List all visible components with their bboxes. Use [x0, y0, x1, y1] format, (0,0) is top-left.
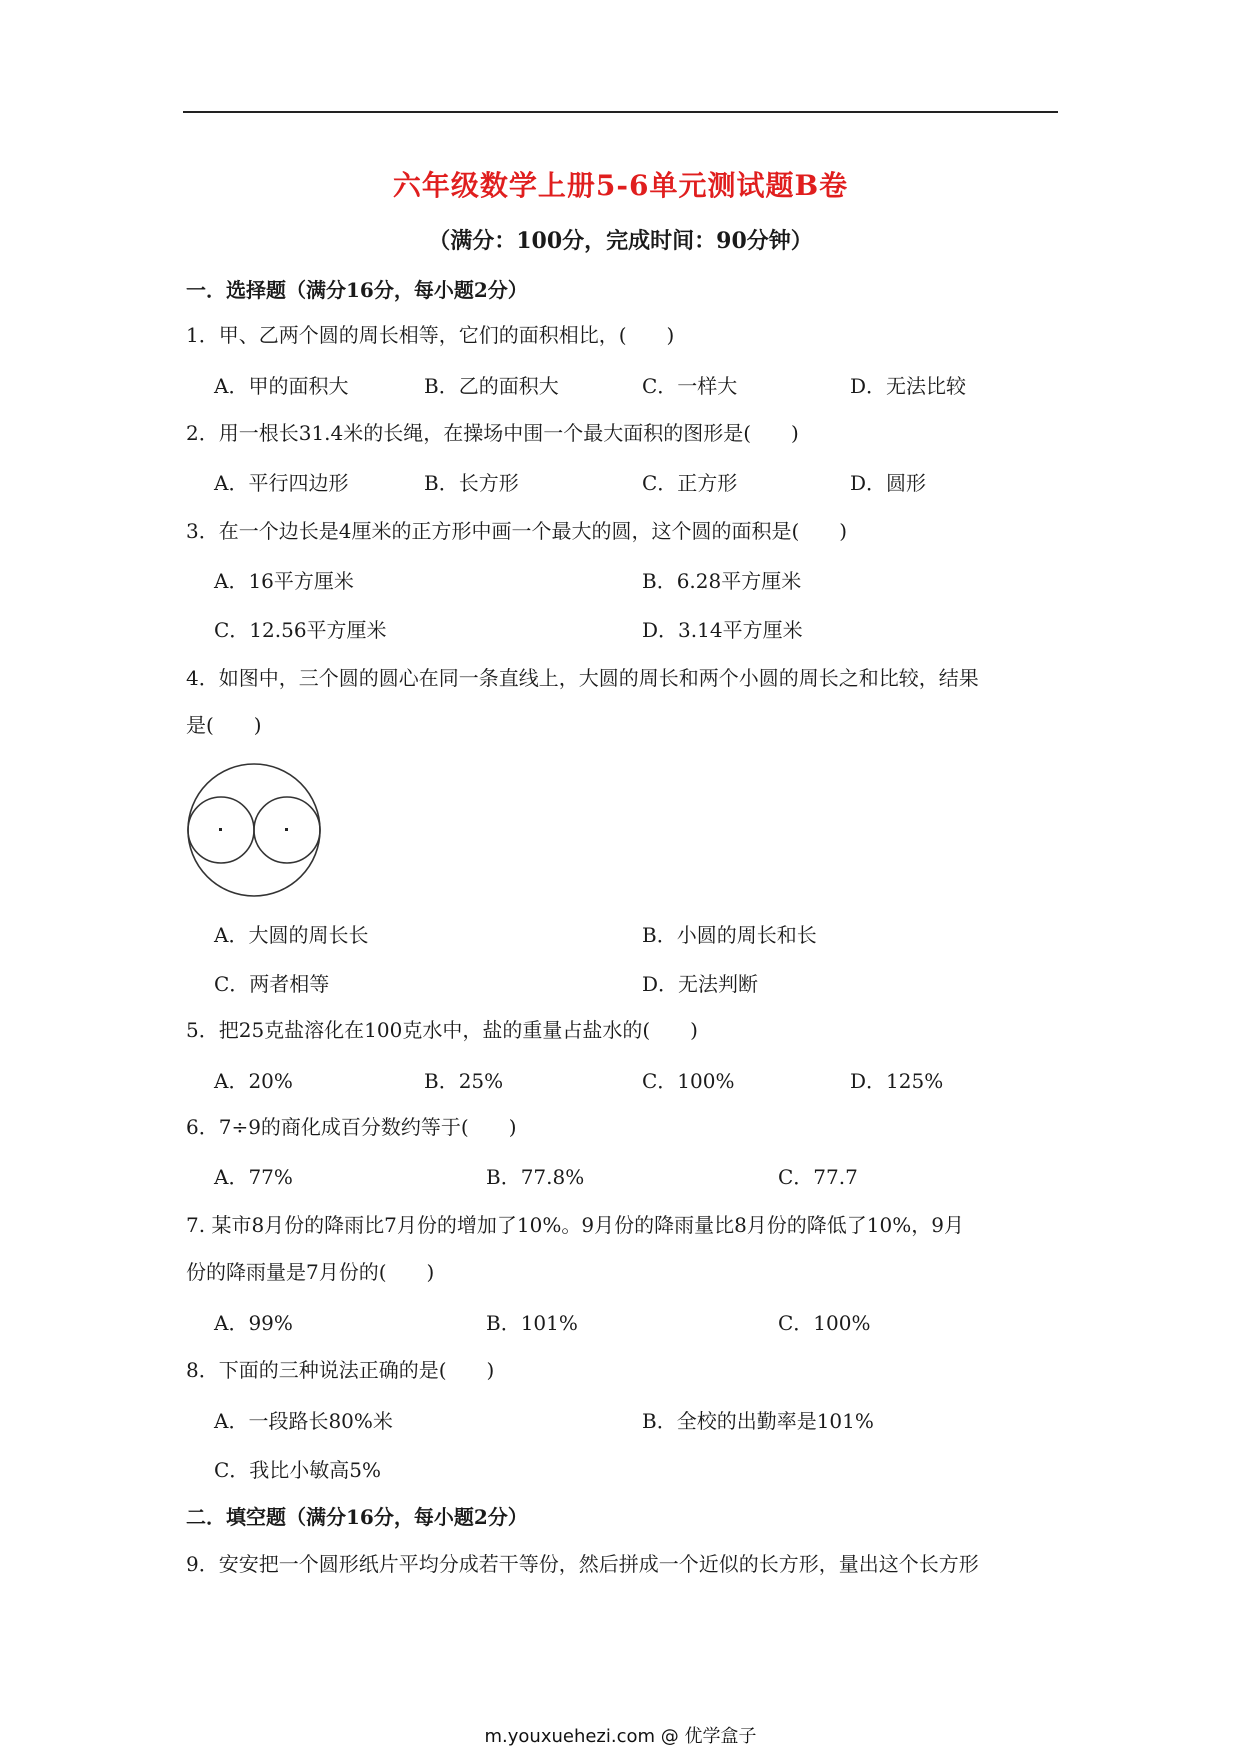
center-dot-left — [219, 828, 222, 831]
q3-option-d: D．3.14平方厘米 — [642, 618, 803, 642]
q3-option-b: B．6.28平方厘米 — [642, 569, 802, 593]
q1-option-a: A．甲的面积大 — [214, 374, 349, 398]
q8-option-a: A．一段路长80%米 — [214, 1409, 393, 1433]
q3-option-a: A．16平方厘米 — [214, 569, 354, 593]
question-5: 5．把25克盐溶化在100克水中，盐的重量占盐水的( ) — [186, 1018, 698, 1042]
q6-option-b: B．77.8% — [486, 1165, 585, 1189]
page-title: 六年级数学上册5-6单元测试题B卷 — [392, 169, 849, 202]
q1-option-d: D．无法比较 — [850, 374, 967, 398]
question-3: 3．在一个边长是4厘米的正方形中画一个最大的圆，这个圆的面积是( ) — [186, 519, 848, 543]
section-heading-choice: 一．选择题（满分16分，每小题2分） — [186, 278, 528, 302]
q1-option-c: C．一样大 — [642, 374, 738, 398]
three-circles-figure — [186, 762, 322, 898]
q5-option-b: B．25% — [424, 1069, 504, 1093]
question-8: 8．下面的三种说法正确的是( ) — [186, 1358, 495, 1382]
question-4-continued: 是( ) — [186, 713, 262, 737]
q4-option-d: D．无法判断 — [642, 972, 759, 996]
q3-option-c: C．12.56平方厘米 — [214, 618, 387, 642]
page-subtitle: （满分：100分，完成时间：90分钟） — [428, 228, 813, 254]
question-7-continued: 份的降雨量是7月份的( ) — [186, 1260, 435, 1284]
question-1: 1．甲、乙两个圆的周长相等，它们的面积相比，( ) — [186, 323, 675, 347]
q4-option-c: C．两者相等 — [214, 972, 330, 996]
question-9: 9．安安把一个圆形纸片平均分成若干等份，然后拼成一个近似的长方形，量出这个长方形 — [186, 1552, 979, 1576]
center-dot-right — [285, 828, 288, 831]
q2-option-d: D．圆形 — [850, 471, 927, 495]
q8-option-c: C．我比小敏高5% — [214, 1458, 382, 1482]
footer-watermark: m.youxuehezi.com @ 优学盒子 — [484, 1726, 757, 1747]
header-rule — [183, 111, 1058, 113]
question-2: 2．用一根长31.4米的长绳，在操场中围一个最大面积的图形是( ) — [186, 421, 799, 445]
question-7: 7. 某市8月份的降雨比7月份的增加了10%。9月份的降雨量比8月份的降低了10%，9月 — [186, 1213, 964, 1237]
question-6: 6．7÷9的商化成百分数约等于( ) — [186, 1115, 517, 1139]
q7-option-a: A．99% — [214, 1311, 293, 1335]
q4-option-b: B．小圆的周长和长 — [642, 923, 817, 947]
question-4: 4．如图中，三个圆的圆心在同一条直线上，大圆的周长和两个小圆的周长之和比较，结果 — [186, 666, 979, 690]
q7-option-c: C．100% — [778, 1311, 871, 1335]
q5-option-d: D．125% — [850, 1069, 944, 1093]
q7-option-b: B．101% — [486, 1311, 578, 1335]
q1-option-b: B．乙的面积大 — [424, 374, 559, 398]
q5-option-a: A．20% — [214, 1069, 293, 1093]
q6-option-c: C．77.7 — [778, 1165, 858, 1189]
q2-option-a: A．平行四边形 — [214, 471, 349, 495]
q8-option-b: B．全校的出勤率是101% — [642, 1409, 874, 1433]
q5-option-c: C．100% — [642, 1069, 735, 1093]
q2-option-c: C．正方形 — [642, 471, 738, 495]
q2-option-b: B．长方形 — [424, 471, 519, 495]
q4-option-a: A．大圆的周长长 — [214, 923, 369, 947]
q6-option-a: A．77% — [214, 1165, 293, 1189]
section-heading-fill: 二．填空题（满分16分，每小题2分） — [186, 1505, 528, 1529]
